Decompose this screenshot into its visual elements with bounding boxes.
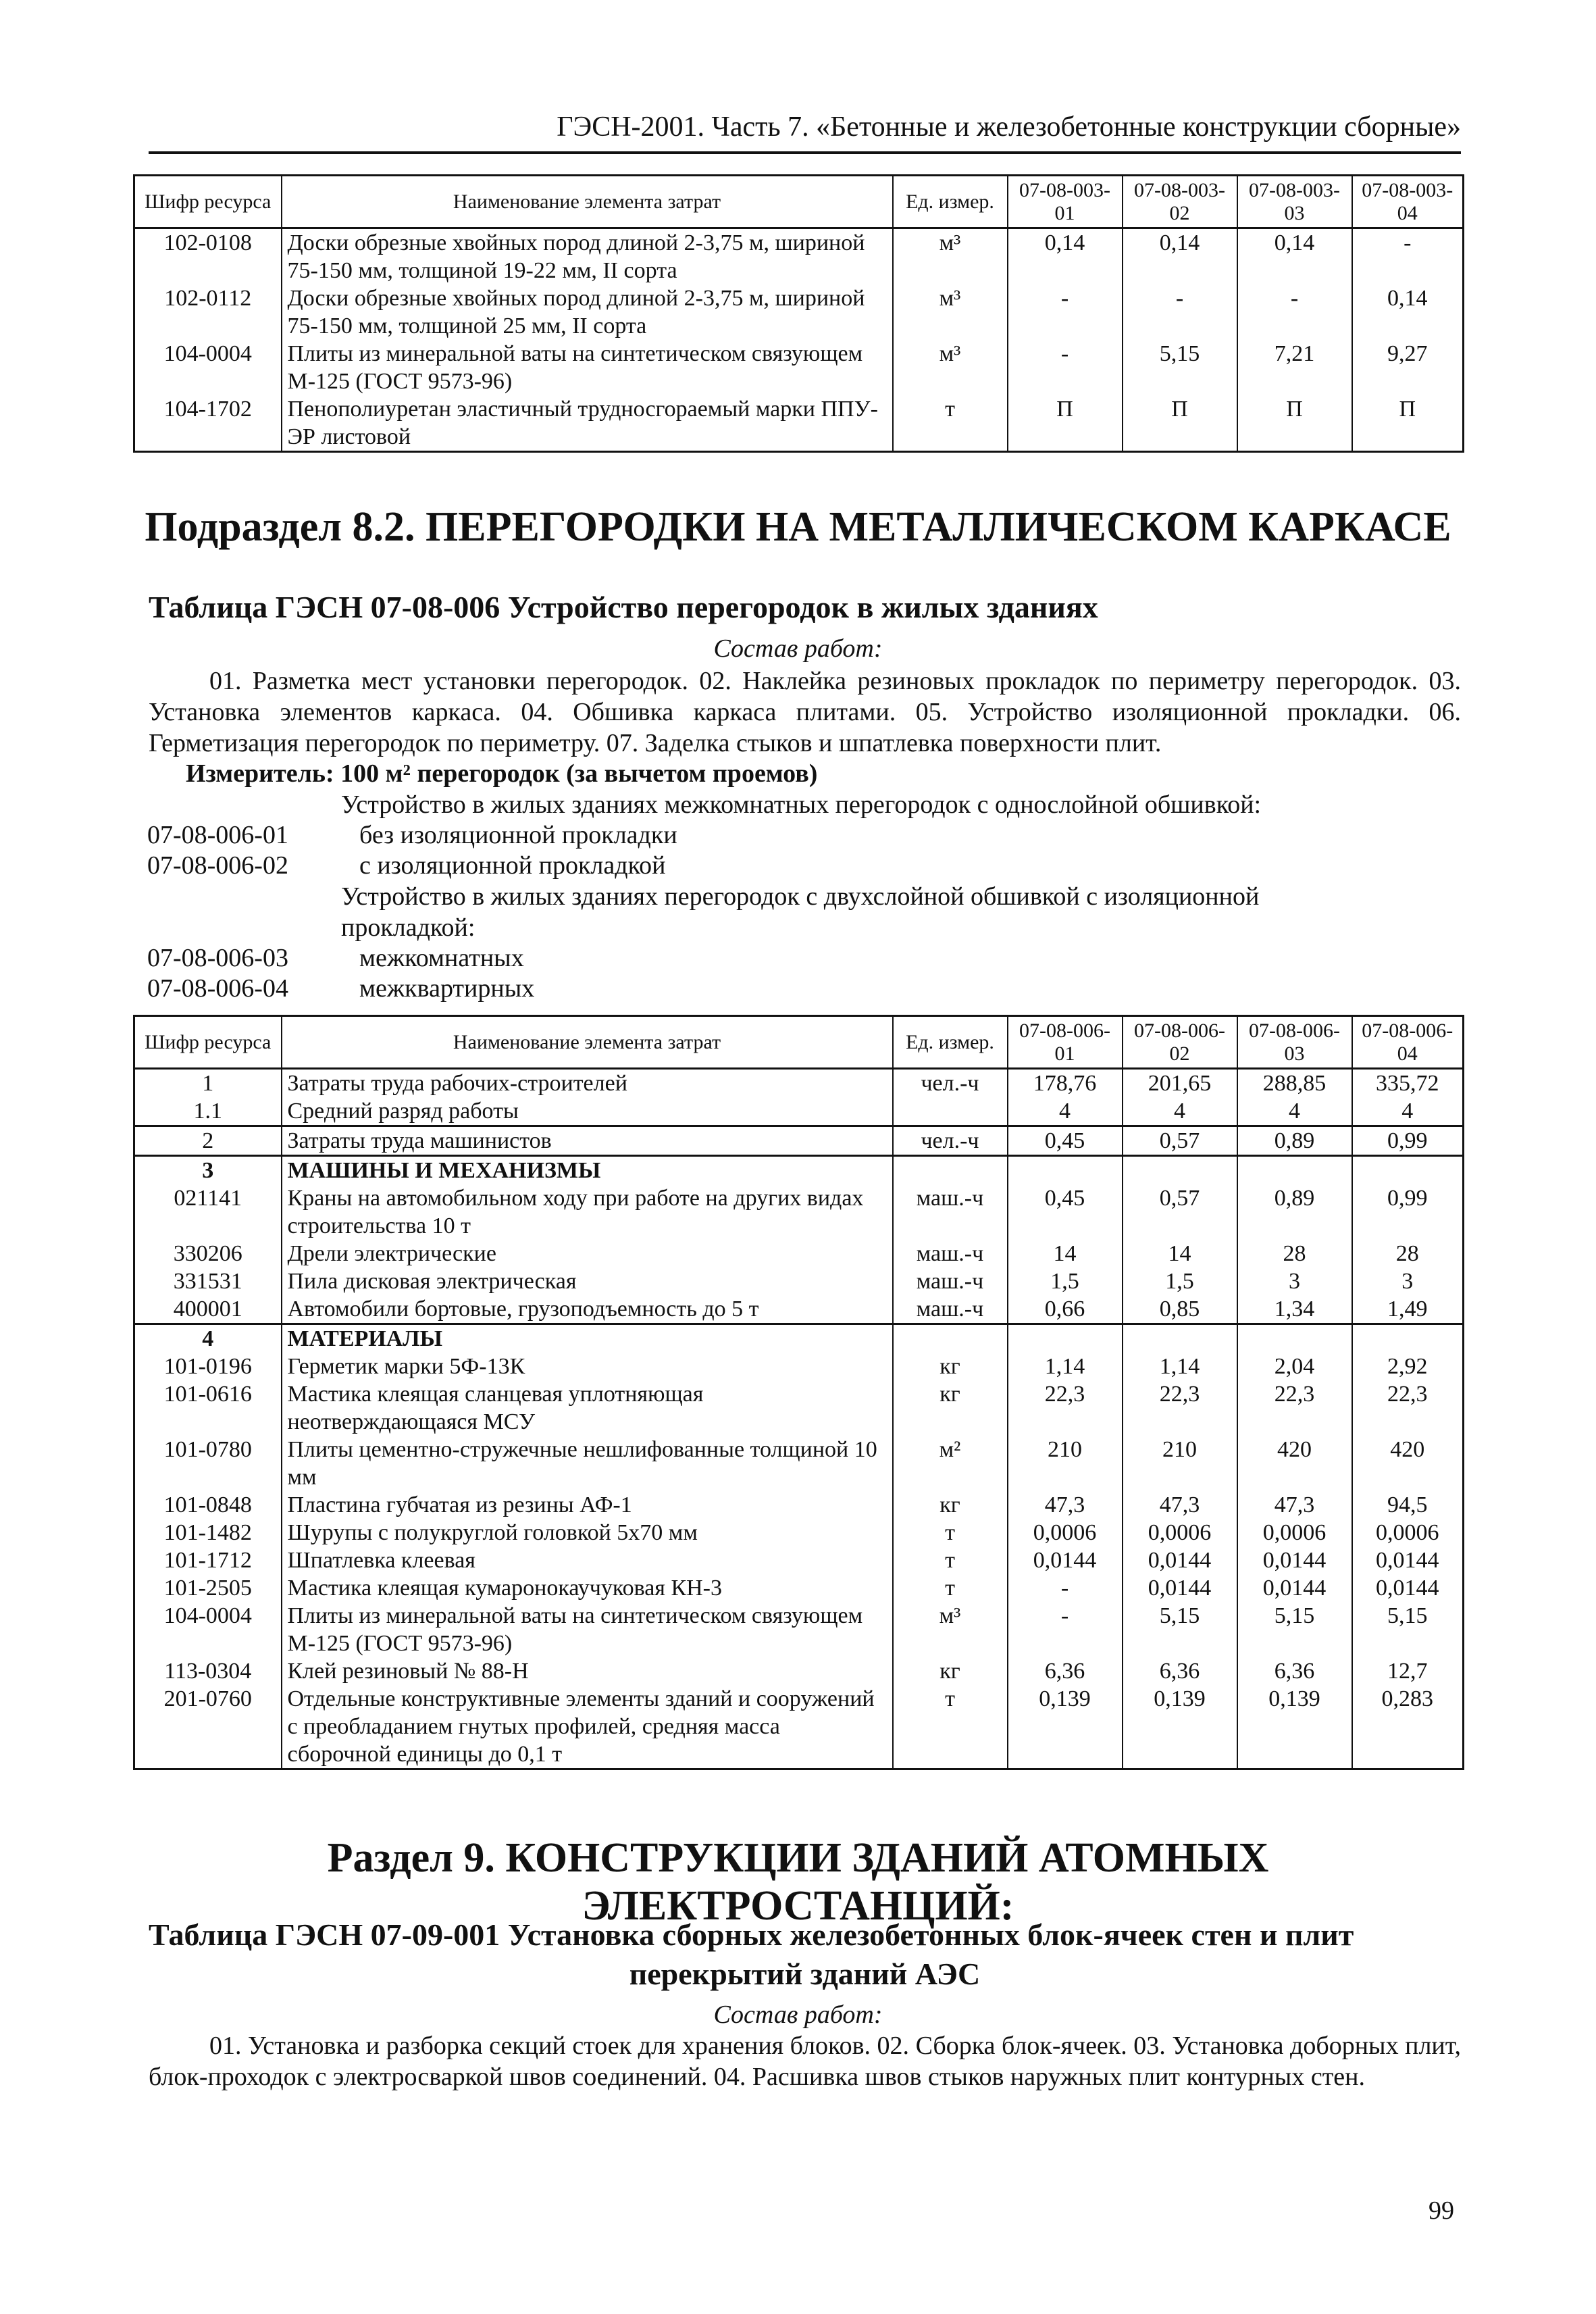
cell-v1: -: [1008, 1602, 1123, 1657]
cell-code: 113-0304: [134, 1657, 282, 1685]
col-v2: 07-08-006-02: [1123, 1016, 1237, 1069]
cell-code: 400001: [134, 1295, 282, 1324]
cell-v3: 3: [1237, 1267, 1352, 1295]
cell-v1: [1008, 1324, 1123, 1353]
cell-v3: 0,139: [1237, 1685, 1352, 1769]
table-row: [134, 1380, 1464, 1436]
table-row: [134, 1436, 1464, 1491]
col-v4: 07-08-006-04: [1352, 1016, 1464, 1069]
cell-name: Затраты труда машинистов: [282, 1126, 893, 1156]
cell-v1: -: [1008, 1574, 1123, 1602]
cell-v4: 28: [1352, 1240, 1464, 1267]
cell-v3: 4: [1237, 1097, 1352, 1126]
cell-v4: [1352, 1324, 1464, 1353]
cell-v3: П: [1237, 395, 1352, 452]
table-row: [134, 1240, 1464, 1267]
item-code-2: 07-08-006-02: [147, 851, 288, 880]
cell-code: 102-0108: [134, 228, 282, 285]
cell-v3: 0,89: [1237, 1126, 1352, 1156]
cell-name: Плиты цементно-стружечные нешлифованные толщиной 10 мм: [282, 1436, 893, 1491]
cell-unit: кг: [893, 1657, 1008, 1685]
item-text-2: с изоляционной прокладкой: [359, 851, 666, 880]
cell-v4: П: [1352, 395, 1464, 452]
cell-v1: 0,14: [1008, 228, 1123, 285]
cell-v3: 28: [1237, 1240, 1352, 1267]
cell-code: 201-0760: [134, 1685, 282, 1769]
cell-v2: 0,0144: [1123, 1574, 1237, 1602]
cell-unit: м³: [893, 1602, 1008, 1657]
cell-v4: 0,99: [1352, 1126, 1464, 1156]
cell-unit: т: [893, 1574, 1008, 1602]
table-row: [134, 1519, 1464, 1546]
cell-v2: 0,85: [1123, 1295, 1237, 1324]
section-9-title: Раздел 9. КОНСТРУКЦИИ ЗДАНИЙ АТОМНЫХ ЭЛЕКТРОСТАНЦИЙ:: [327, 1835, 1269, 1929]
cell-unit: чел.-ч: [893, 1126, 1008, 1156]
table-row: [134, 1602, 1464, 1657]
cell-name: Дрели электрические: [282, 1240, 893, 1267]
cell-code: 4: [134, 1324, 282, 1353]
item-code-3: 07-08-006-03: [147, 944, 288, 972]
cell-v4: 1,49: [1352, 1295, 1464, 1324]
cell-v3: 420: [1237, 1436, 1352, 1491]
cell-v3: 0,14: [1237, 228, 1352, 285]
cell-v4: 94,5: [1352, 1491, 1464, 1519]
cell-code: 2: [134, 1126, 282, 1156]
col-unit: Ед. измер.: [893, 1016, 1008, 1069]
col-v3: 07-08-006-03: [1237, 1016, 1352, 1069]
cell-v2: -: [1123, 284, 1237, 340]
table-row: [134, 1685, 1464, 1769]
cell-v2: 0,57: [1123, 1126, 1237, 1156]
cell-v3: 0,0144: [1237, 1574, 1352, 1602]
cell-unit: т: [893, 1519, 1008, 1546]
cell-v1: 0,0006: [1008, 1519, 1123, 1546]
table-row: [134, 1324, 1464, 1353]
cell-v4: 0,0144: [1352, 1546, 1464, 1574]
cell-v3: 0,89: [1237, 1184, 1352, 1240]
cell-unit: м³: [893, 228, 1008, 285]
cell-v2: 1,5: [1123, 1267, 1237, 1295]
cell-v1: 0,139: [1008, 1685, 1123, 1769]
table-row: [134, 340, 1464, 395]
cell-unit: чел.-ч: [893, 1069, 1008, 1098]
item-code-4: 07-08-006-04: [147, 974, 288, 1003]
table-row: [134, 1069, 1464, 1098]
col-unit: Ед. измер.: [893, 176, 1008, 228]
cell-name: Пенополиуретан эластичный трудносгораемый марки ППУ-ЭР листовой: [282, 395, 893, 452]
cell-v2: 14: [1123, 1240, 1237, 1267]
cell-code: 101-0616: [134, 1380, 282, 1436]
cell-v2: [1123, 1156, 1237, 1185]
cell-code: 101-2505: [134, 1574, 282, 1602]
cell-v4: 9,27: [1352, 340, 1464, 395]
cell-unit: м³: [893, 340, 1008, 395]
group-double-layer: Устройство в жилых зданиях перегородок с двухслойной обшивкой с изоляционной прокладкой:: [341, 882, 1260, 942]
cell-v4: 420: [1352, 1436, 1464, 1491]
cell-name: Доски обрезные хвойных пород длиной 2-3,75 м, шириной 75-150 мм, толщиной 25 мм, II сорта: [282, 284, 893, 340]
cell-v4: 2,92: [1352, 1353, 1464, 1380]
cell-code: 1.1: [134, 1097, 282, 1126]
table-row: [134, 1353, 1464, 1380]
cell-v1: 0,45: [1008, 1184, 1123, 1240]
table-row: [134, 1126, 1464, 1156]
cell-unit: т: [893, 1685, 1008, 1769]
cell-v3: 2,04: [1237, 1353, 1352, 1380]
col-v2: 07-08-003-02: [1123, 176, 1237, 228]
cell-unit: [893, 1324, 1008, 1353]
cell-unit: маш.-ч: [893, 1267, 1008, 1295]
col-code: Шифр ресурса: [134, 1016, 282, 1069]
table-row: [134, 1657, 1464, 1685]
cell-code: 101-0780: [134, 1436, 282, 1491]
cell-name: Доски обрезные хвойных пород длиной 2-3,75 м, шириной 75-150 мм, толщиной 19-22 мм, II сорта: [282, 228, 893, 285]
cell-v3: 6,36: [1237, 1657, 1352, 1685]
cell-code: 104-1702: [134, 395, 282, 452]
cell-v1: 0,66: [1008, 1295, 1123, 1324]
cell-v4: 0,99: [1352, 1184, 1464, 1240]
table-row: [134, 1184, 1464, 1240]
cell-unit: маш.-ч: [893, 1184, 1008, 1240]
cell-v4: 3: [1352, 1267, 1464, 1295]
works-text-2: 01. Установка и разборка секций стоек для хранения блоков. 02. Сборка блок-ячеек. 03. Установка доборных плит, блок-проходок с электросваркой швов соединений. 04. Расшивка швов стыков наружных плит контурных стен.: [149, 2032, 1461, 2091]
works-label: Состав работ:: [713, 634, 883, 663]
col-v4: 07-08-003-04: [1352, 176, 1464, 228]
cell-code: 104-0004: [134, 1602, 282, 1657]
resource-table-07-08-003: [133, 174, 1464, 453]
resource-table-07-08-006: [133, 1015, 1464, 1770]
cell-unit: кг: [893, 1353, 1008, 1380]
cell-unit: т: [893, 1546, 1008, 1574]
table-row: [134, 395, 1464, 452]
cell-v4: [1352, 1156, 1464, 1185]
table-row: [134, 228, 1464, 285]
cell-v3: [1237, 1324, 1352, 1353]
cell-v1: П: [1008, 395, 1123, 452]
table-row: [134, 1156, 1464, 1185]
cell-v2: [1123, 1324, 1237, 1353]
cell-v2: 4: [1123, 1097, 1237, 1126]
cell-v1: 47,3: [1008, 1491, 1123, 1519]
page-number: 99: [1428, 2196, 1454, 2225]
cell-code: 102-0112: [134, 284, 282, 340]
table-title-07-09-001-line2: перекрытий зданий АЭС: [629, 1957, 981, 1991]
table-row: [134, 1097, 1464, 1126]
cell-name: Краны на автомобильном ходу при работе на других видах строительства 10 т: [282, 1184, 893, 1240]
cell-name: МАШИНЫ И МЕХАНИЗМЫ: [282, 1156, 893, 1185]
cell-v1: [1008, 1156, 1123, 1185]
cell-v1: -: [1008, 340, 1123, 395]
cell-unit: [893, 1156, 1008, 1185]
cell-v1: 4: [1008, 1097, 1123, 1126]
page-header: ГЭСН-2001. Часть 7. «Бетонные и железобетонные конструкции сборные»: [149, 108, 1461, 154]
works-label-2: Состав работ:: [713, 2001, 883, 2029]
cell-v2: 0,0144: [1123, 1546, 1237, 1574]
item-text-3: межкомнатных: [359, 944, 524, 972]
cell-unit: маш.-ч: [893, 1240, 1008, 1267]
cell-v2: 5,15: [1123, 340, 1237, 395]
cell-unit: маш.-ч: [893, 1295, 1008, 1324]
cell-v2: 0,139: [1123, 1685, 1237, 1769]
item-text-1: без изоляционной прокладки: [359, 821, 677, 849]
cell-name: Отдельные конструктивные элементы зданий и сооружений с преобладанием гнутых профилей, средняя масса сборочной единицы до 0,1 т: [282, 1685, 893, 1769]
works-text: 01. Разметка мест установки перегородок. 02. Наклейка резиновых прокладок по периметру перегородок. 03. Установка элементов каркаса. 04. Обшивка каркаса плитами. 05. Устройство изоляционной прокладки. 06. Герметизация перегородок по периметру. 07. Заделка стыков и шпатлевка поверхности плит.: [149, 667, 1461, 757]
cell-code: 101-0196: [134, 1353, 282, 1380]
cell-unit: м³: [893, 284, 1008, 340]
measure-unit: Измеритель: 100 м² перегородок (за вычетом проемов): [186, 759, 818, 788]
cell-name: Плиты из минеральной ваты на синтетическом связующем М-125 (ГОСТ 9573-96): [282, 1602, 893, 1657]
cell-v2: П: [1123, 395, 1237, 452]
table-row: [134, 1295, 1464, 1324]
cell-name: Шпатлевка клеевая: [282, 1546, 893, 1574]
cell-name: Мастика клеящая сланцевая уплотняющая неотверждающаяся МСУ: [282, 1380, 893, 1436]
cell-code: 331531: [134, 1267, 282, 1295]
table-title-07-09-001-line1: Таблица ГЭСН 07-09-001 Установка сборных железобетонных блок-ячеек стен и плит: [149, 1917, 1354, 1952]
cell-name: Пластина губчатая из резины АФ-1: [282, 1491, 893, 1519]
cell-code: 101-0848: [134, 1491, 282, 1519]
col-v1: 07-08-006-01: [1008, 1016, 1123, 1069]
cell-name: Затраты труда рабочих-строителей: [282, 1069, 893, 1098]
cell-name: Средний разряд работы: [282, 1097, 893, 1126]
cell-name: Мастика клеящая кумаронокаучуковая КН-3: [282, 1574, 893, 1602]
cell-v4: 335,72: [1352, 1069, 1464, 1098]
table-title-07-08-006: Таблица ГЭСН 07-08-006 Устройство перегородок в жилых зданиях: [149, 590, 1098, 624]
cell-unit: м²: [893, 1436, 1008, 1491]
cell-code: 104-0004: [134, 340, 282, 395]
cell-code: 1: [134, 1069, 282, 1098]
cell-v3: 288,85: [1237, 1069, 1352, 1098]
cell-v4: 22,3: [1352, 1380, 1464, 1436]
cell-v4: 4: [1352, 1097, 1464, 1126]
cell-name: МАТЕРИАЛЫ: [282, 1324, 893, 1353]
cell-v1: 6,36: [1008, 1657, 1123, 1685]
cell-v3: 22,3: [1237, 1380, 1352, 1436]
cell-v1: 1,14: [1008, 1353, 1123, 1380]
col-v1: 07-08-003-01: [1008, 176, 1123, 228]
cell-v2: 0,14: [1123, 228, 1237, 285]
cell-v4: 12,7: [1352, 1657, 1464, 1685]
cell-v4: 5,15: [1352, 1602, 1464, 1657]
cell-name: Плиты из минеральной ваты на синтетическом связующем М-125 (ГОСТ 9573-96): [282, 340, 893, 395]
cell-v2: 0,57: [1123, 1184, 1237, 1240]
col-name: Наименование элемента затрат: [282, 176, 893, 228]
cell-v4: -: [1352, 228, 1464, 285]
cell-v3: 0,0006: [1237, 1519, 1352, 1546]
cell-v4: 0,0006: [1352, 1519, 1464, 1546]
cell-v4: 0,0144: [1352, 1574, 1464, 1602]
cell-code: 101-1712: [134, 1546, 282, 1574]
cell-v2: 201,65: [1123, 1069, 1237, 1098]
cell-v4: 0,283: [1352, 1685, 1464, 1769]
cell-v3: 1,34: [1237, 1295, 1352, 1324]
subsection-title: Подраздел 8.2. ПЕРЕГОРОДКИ НА МЕТАЛЛИЧЕСКОМ КАРКАСЕ: [145, 504, 1451, 550]
cell-v2: 210: [1123, 1436, 1237, 1491]
item-code-1: 07-08-006-01: [147, 821, 288, 849]
cell-v2: 1,14: [1123, 1353, 1237, 1380]
cell-name: Шурупы с полукруглой головкой 5х70 мм: [282, 1519, 893, 1546]
cell-v3: 0,0144: [1237, 1546, 1352, 1574]
table-row: [134, 1546, 1464, 1574]
cell-v2: 5,15: [1123, 1602, 1237, 1657]
cell-v3: -: [1237, 284, 1352, 340]
cell-code: 021141: [134, 1184, 282, 1240]
cell-v1: 22,3: [1008, 1380, 1123, 1436]
cell-name: Пила дисковая электрическая: [282, 1267, 893, 1295]
cell-v2: 47,3: [1123, 1491, 1237, 1519]
cell-v3: 47,3: [1237, 1491, 1352, 1519]
cell-v1: -: [1008, 284, 1123, 340]
table-row: [134, 284, 1464, 340]
cell-name: Герметик марки 5Ф-13К: [282, 1353, 893, 1380]
cell-v4: 0,14: [1352, 284, 1464, 340]
table-row: [134, 1491, 1464, 1519]
cell-unit: кг: [893, 1491, 1008, 1519]
cell-v2: 6,36: [1123, 1657, 1237, 1685]
item-text-4: межквартирных: [359, 974, 535, 1003]
cell-v1: 0,45: [1008, 1126, 1123, 1156]
col-name: Наименование элемента затрат: [282, 1016, 893, 1069]
group-single-layer: Устройство в жилых зданиях межкомнатных перегородок с однослойной обшивкой:: [341, 790, 1262, 819]
cell-v2: 0,0006: [1123, 1519, 1237, 1546]
cell-code: 101-1482: [134, 1519, 282, 1546]
cell-unit: т: [893, 395, 1008, 452]
cell-unit: [893, 1097, 1008, 1126]
cell-unit: кг: [893, 1380, 1008, 1436]
cell-v2: 22,3: [1123, 1380, 1237, 1436]
cell-v1: 0,0144: [1008, 1546, 1123, 1574]
cell-name: Клей резиновый № 88-Н: [282, 1657, 893, 1685]
cell-v1: 178,76: [1008, 1069, 1123, 1098]
cell-v1: 210: [1008, 1436, 1123, 1491]
table-row: [134, 1574, 1464, 1602]
cell-v3: 7,21: [1237, 340, 1352, 395]
table-row: [134, 1267, 1464, 1295]
cell-v3: [1237, 1156, 1352, 1185]
cell-name: Автомобили бортовые, грузоподъемность до 5 т: [282, 1295, 893, 1324]
cell-code: 330206: [134, 1240, 282, 1267]
col-code: Шифр ресурса: [134, 176, 282, 228]
cell-v3: 5,15: [1237, 1602, 1352, 1657]
col-v3: 07-08-003-03: [1237, 176, 1352, 228]
cell-code: 3: [134, 1156, 282, 1185]
cell-v1: 1,5: [1008, 1267, 1123, 1295]
cell-v1: 14: [1008, 1240, 1123, 1267]
